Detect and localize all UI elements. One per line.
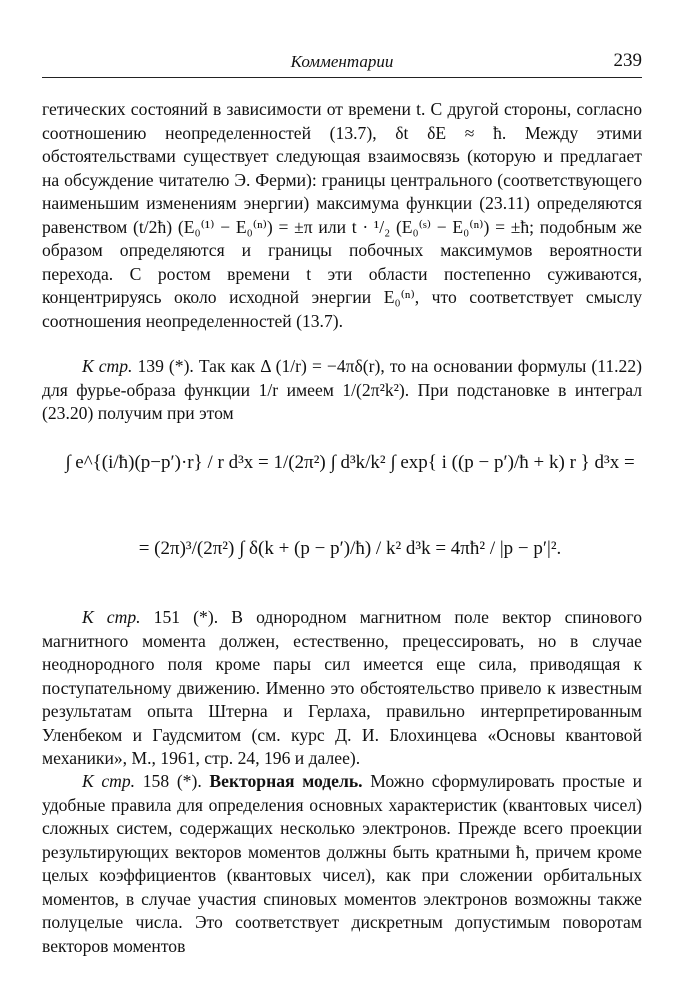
formula-line-1: ∫ e^{(i/ħ)(p−p′)·r} / r d³x = 1/(2π²) ∫ d³k/k² ∫ exp{ i ((p − p′)/ħ + k) r } d³x = [65, 452, 635, 473]
page-ref: К стр. [82, 356, 133, 376]
paragraph-page-139 [42, 355, 642, 426]
paragraph-page-158 [42, 770, 642, 958]
running-title: Комментарии [290, 52, 394, 71]
paragraph-number: 158 (*). [135, 771, 210, 791]
header-rule [42, 77, 642, 78]
formula-line-2: = (2π)³/(2π²) ∫ δ(k + (p − p′)/ħ) / k² d³k = 4πħ² / |p − p′|². [138, 538, 562, 559]
page-number: 239 [613, 50, 642, 71]
page-header [42, 52, 642, 74]
paragraph-text: 139 (*). Так как Δ (1/r) = −4πδ(r), то на основании формулы (11.22) для фурье-образа функции 1/r имеем 1/(2π²k²). При подстановке в интеграл (23.20) получим при этом [42, 356, 642, 423]
paragraph-fermi: гетических состояний в зависимости от времени t. С другой стороны, согласно соотношению неопределенностей (13.7), δt δE ≈ ħ. Между этими обстоятельствами существует следующая взаимосвязь (которую и предлагает на обсуждение читателю Э. Ферми): границы центрального (соответствующего наименьшим изменениям энергии) максимума функции (23.11) определяются равенством (t/2ħ) (E₀⁽¹⁾ − E₀⁽ⁿ⁾) = ±π или t · ¹/₂ (E₀⁽ˢ⁾ − E₀⁽ⁿ⁾) = ±ħ; подобным же образом определяются и границы побочных максимумов вероятности перехода. С ростом времени t эти области постепенно суживаются, концентрируясь около исходной энергии E₀⁽ⁿ⁾, что соответствует смыслу соотношения неопределенностей (13.7). [42, 99, 642, 331]
paragraph-page-151 [42, 606, 642, 771]
paragraph-text: Можно сформулировать простые и удобные правила для определения основных характеристик (квантовых чисел) сложных систем, содержащих несколько электронов. Прежде всего проекции результирующих векторов моментов должны быть кратными ħ, причем кроме целых коэффициентов (квантовых чисел), как при сложении орбитальных моментов, в случае участия спиновых моментов электронов возможны также полуцелые числа. Это соответствует дискретным допустимым поворотам векторов моментов [42, 771, 642, 956]
page-ref: К стр. [82, 771, 136, 791]
paragraph-text: 151 (*). В однородном магнитном поле вектор спинового магнитного момента должен, естественно, прецессировать, но в случае неоднородного поля кроме пары сил имеется еще сила, приводящая к поступательному движению. Именно это обстоятельство привело к известным результатам опыта Штерна и Герлаха, правильно интерпретированным Уленбеком и Гаудсмитом (см. курс Д. И. Блохинцева «Основы квантовой механики», М., 1961, стр. 24, 196 и далее). [42, 607, 643, 768]
page-ref: К стр. [82, 607, 141, 627]
section-heading: Векторная модель. [209, 771, 363, 791]
